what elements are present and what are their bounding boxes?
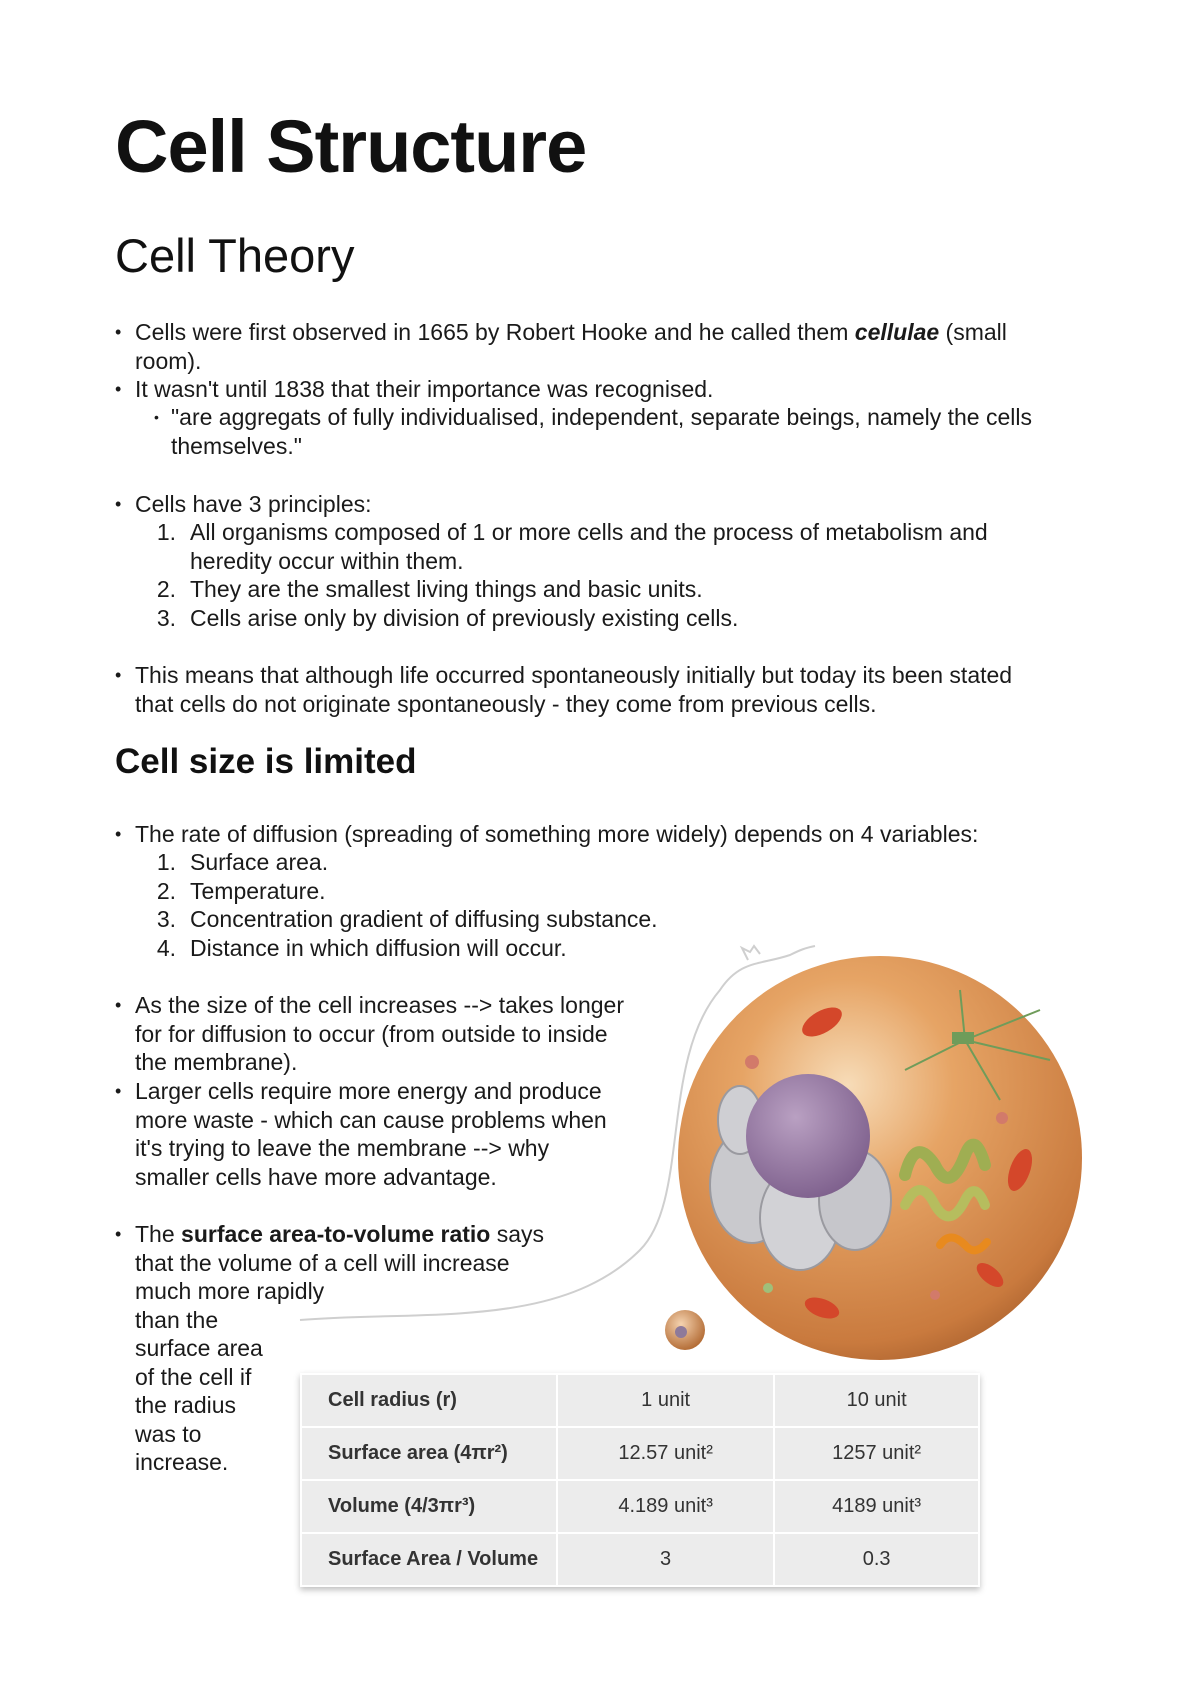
table-cell: 1 unit xyxy=(557,1374,774,1427)
section-heading-cell-theory: Cell Theory xyxy=(115,229,355,282)
list-item: 3. Cells arise only by division of previously existing cells. xyxy=(156,604,739,631)
cilia-sketch xyxy=(742,946,760,960)
table-row xyxy=(301,1374,979,1427)
bullet-dot: • xyxy=(115,824,122,844)
bullet-dot: • xyxy=(115,379,122,399)
table-row-label: Surface area (4πr²) xyxy=(301,1427,557,1480)
bullet-spontaneous: • This means that although life occurred spontaneously initially but today its been stated that cells do not originate spontaneously - they come from previous cells. xyxy=(115,662,1013,717)
table-row xyxy=(301,1427,979,1480)
table-row-label: Surface Area / Volume xyxy=(301,1533,557,1586)
table-cell: 0.3 xyxy=(774,1533,979,1586)
small-nucleus-icon xyxy=(675,1326,687,1338)
bullet-dot: • xyxy=(115,1224,122,1244)
list-item: 2. Temperature. xyxy=(156,877,326,904)
section-heading-cell-size: Cell size is limited xyxy=(115,742,417,781)
table-row-label: Cell radius (r) xyxy=(301,1374,557,1427)
bullet-dot: • xyxy=(115,665,122,685)
list-item: 3. Concentration gradient of diffusing substance. xyxy=(156,906,658,932)
bullet-dot: • xyxy=(115,995,122,1015)
list-item: 2. They are the smallest living things and basic units. xyxy=(156,576,703,602)
bullet-dot: • xyxy=(115,322,122,342)
table-row xyxy=(301,1480,979,1533)
page-title: Cell Structure xyxy=(115,105,587,188)
bullet-sa-volume: • The surface area-to-volume ratio says that the volume of a cell will increase much more rapidly than the surface area of the cell if the radius was to increase. xyxy=(115,1221,545,1475)
table-cell: 3 xyxy=(557,1533,774,1586)
table-cell: 12.57 unit² xyxy=(557,1427,774,1480)
table-cell: 1257 unit² xyxy=(774,1427,979,1480)
bullet-larger-cells: • Larger cells require more energy and produce more waste - which can cause problems when it's trying to leave the membrane --> why smaller cells have more advantage. xyxy=(115,1078,607,1190)
sub-bullet-quote: • "are aggregats of fully individualised, independent, separate beings, namely the cells themselves." xyxy=(154,404,1032,459)
bullet-dot: • xyxy=(115,1081,122,1101)
bullet-hooke: • Cells were first observed in 1665 by Robert Hooke and he called them cellulae (small room). xyxy=(115,319,1007,374)
bullet-dot: • xyxy=(154,409,159,425)
cellulae-term: cellulae xyxy=(854,319,940,345)
bullet-dot: • xyxy=(115,494,122,514)
nucleus-icon xyxy=(746,1074,870,1198)
bullet-principles: • Cells have 3 principles: xyxy=(115,491,372,517)
list-item: 1. Surface area. xyxy=(156,849,329,875)
table-cell: 4189 unit³ xyxy=(774,1480,979,1533)
bullet-diffusion: • The rate of diffusion (spreading of something more widely) depends on 4 variables: xyxy=(115,821,979,847)
table-cell: 10 unit xyxy=(774,1374,979,1427)
bullet-size-increases: • As the size of the cell increases --> takes longer for for diffusion to occur (from outside to inside the membrane). xyxy=(115,992,624,1075)
table-row-label: Volume (4/3πr³) xyxy=(301,1480,557,1533)
table-row xyxy=(301,1533,979,1586)
bullet-1838: • It wasn't until 1838 that their importance was recognised. xyxy=(115,376,714,402)
table-cell: 4.189 unit³ xyxy=(557,1480,774,1533)
list-item: 4. Distance in which diffusion will occur. xyxy=(156,934,567,961)
list-item: 1. All organisms composed of 1 or more cells and the process of metabolism and heredity occur within them. xyxy=(156,519,988,574)
sa-volume-table xyxy=(300,1373,980,1587)
sa-volume-term: surface area-to-volume ratio xyxy=(181,1221,491,1247)
